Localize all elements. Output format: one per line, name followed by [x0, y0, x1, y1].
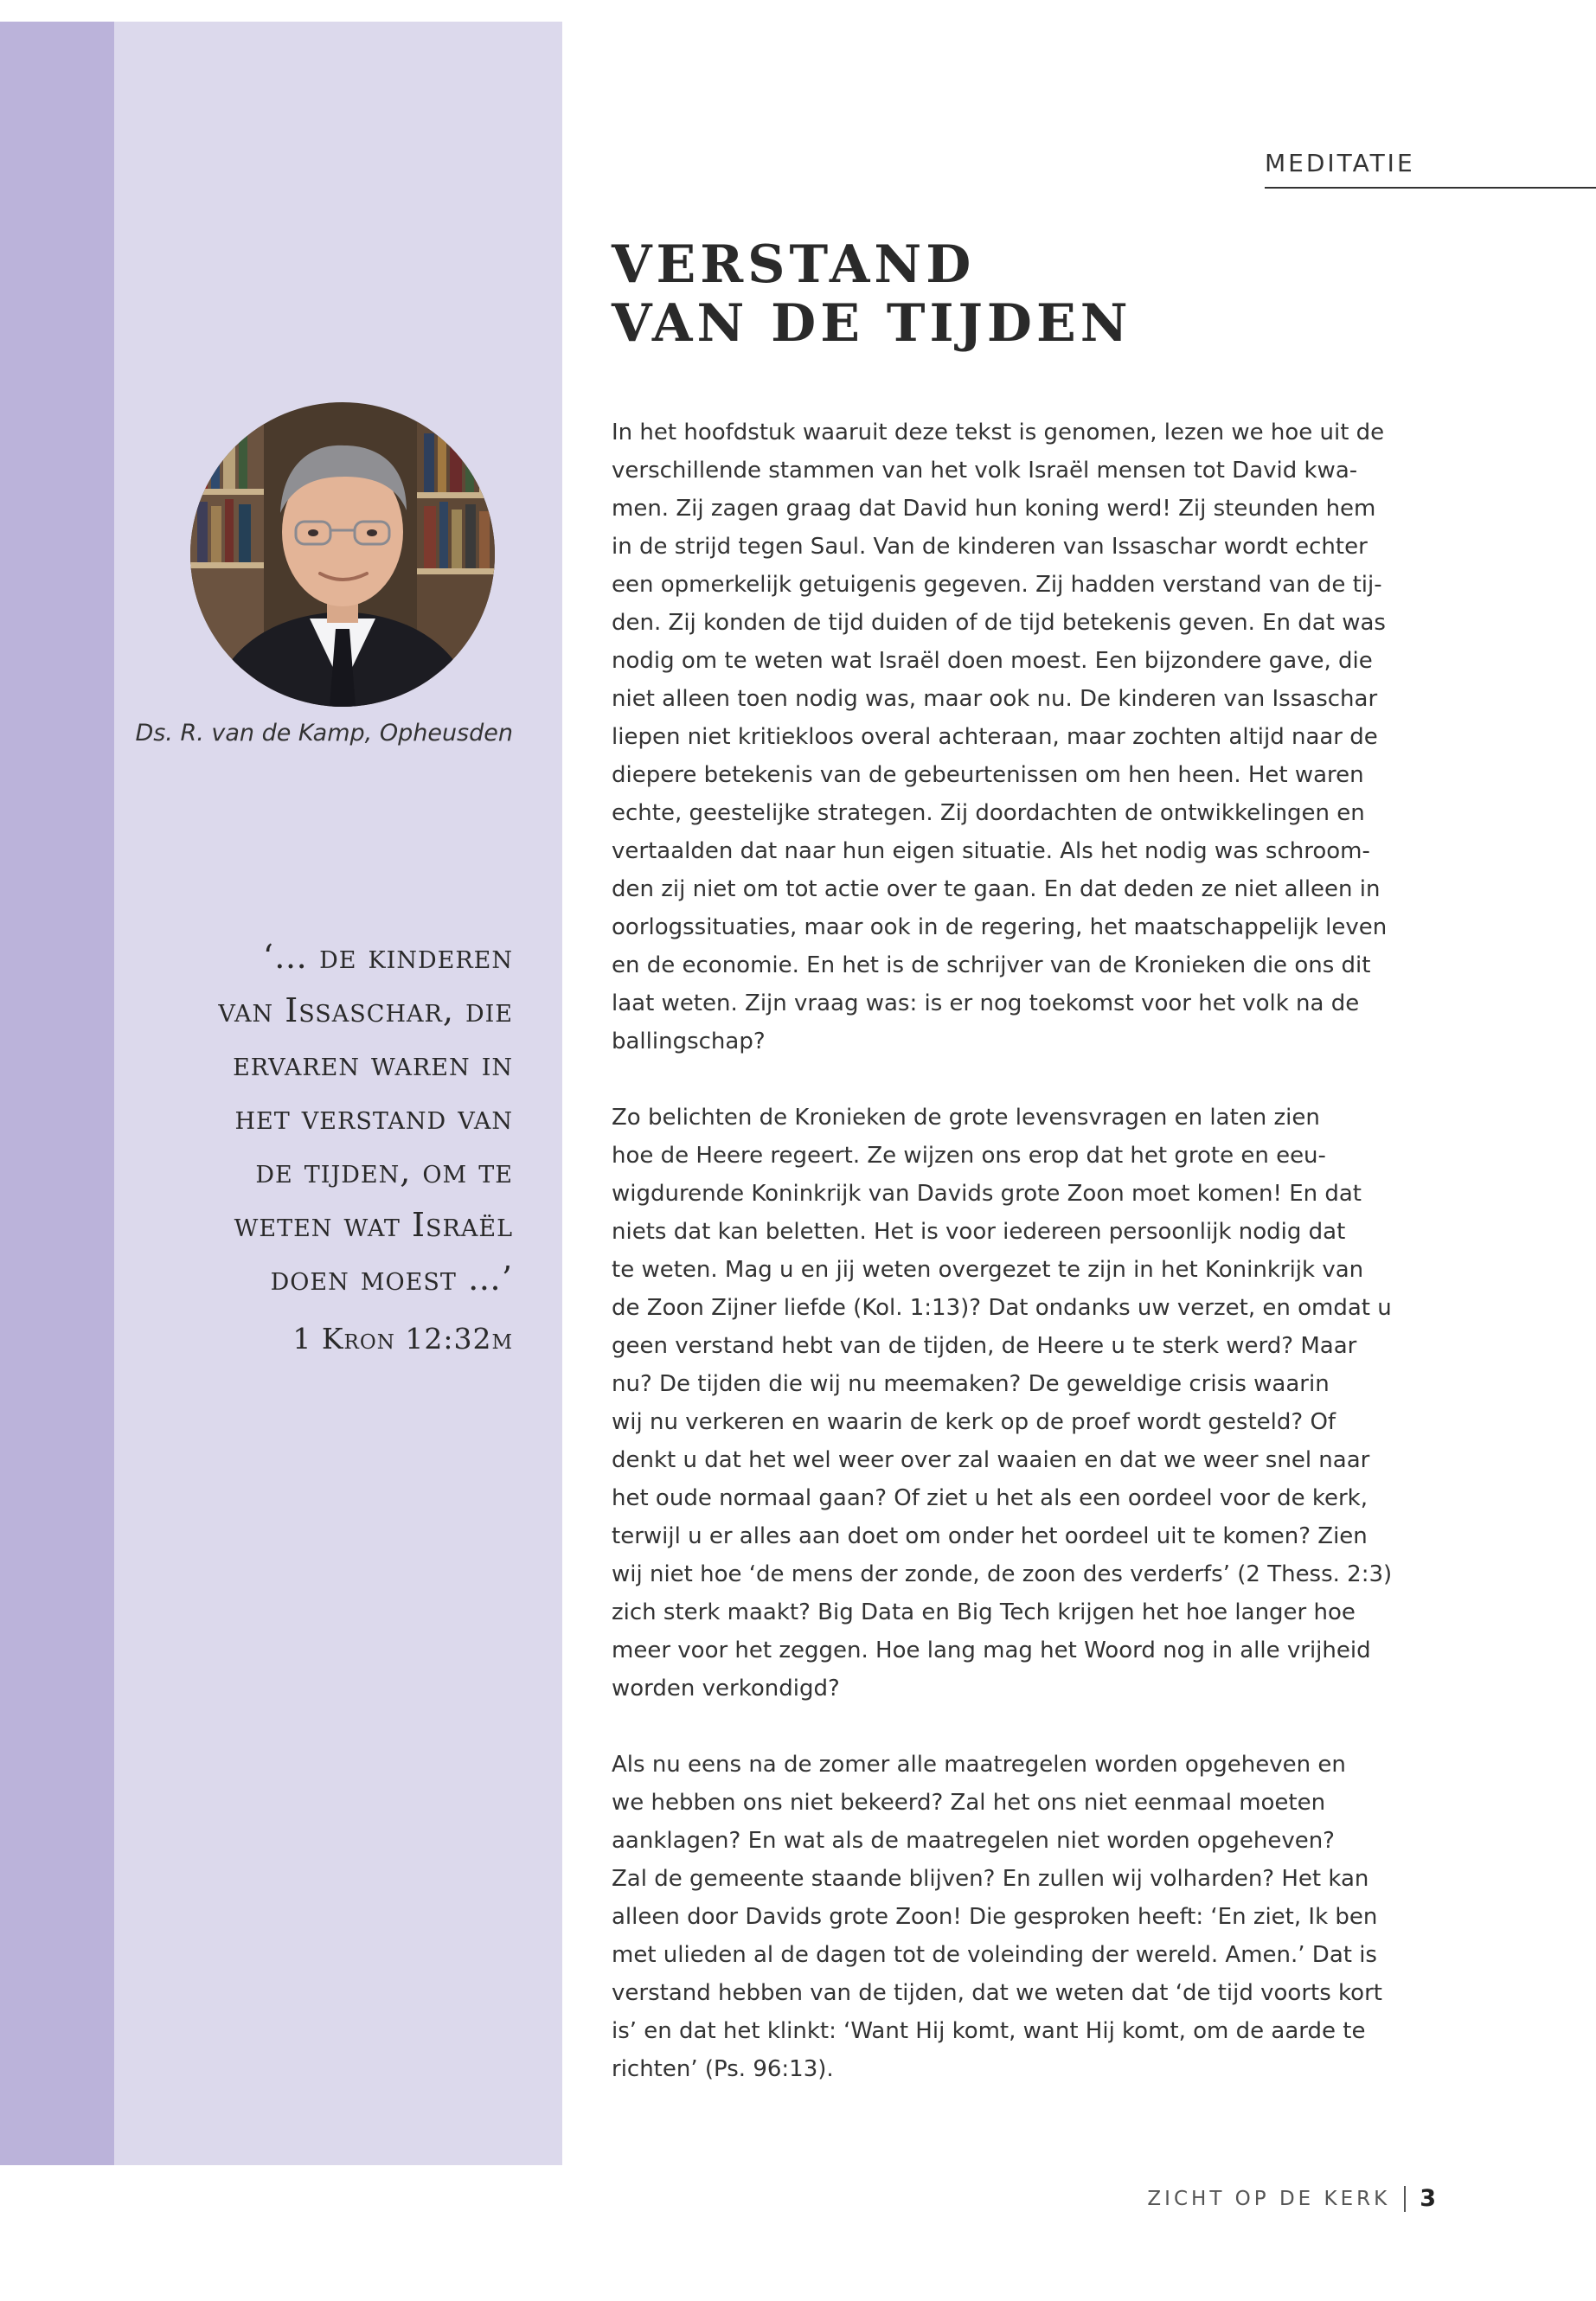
text-line: nu? De tijden die wij nu meemaken? De geweldige crisis waarin: [612, 1371, 1330, 1397]
quote-line: ‘… de kinderen: [262, 938, 513, 976]
text-line: de Zoon Zijner liefde (Kol. 1:13)? Dat ondanks uw verzet, en omdat u: [612, 1295, 1392, 1321]
section-rule: [1265, 187, 1596, 189]
text-line: laat weten. Zijn vraag was: is er nog toekomst voor het volk na de: [612, 990, 1360, 1016]
text-line: het oude normaal gaan? Of ziet u het als een oordeel voor de kerk,: [612, 1485, 1368, 1511]
title-line: VAN DE TIJDEN: [612, 293, 1132, 354]
text-line: diepere betekenis van de gebeurtenissen om hen heen. Het waren: [612, 762, 1364, 788]
title-line: VERSTAND: [612, 234, 976, 295]
text-line: met ulieden al de dagen tot de voleinding der wereld. Amen.’ Dat is: [612, 1942, 1377, 1968]
text-line: nodig om te weten wat Israël doen moest. Een bijzondere gave, die: [612, 648, 1373, 674]
pull-quote: [130, 930, 513, 1305]
quote-reference: 1 Kron 12:32m: [292, 1322, 513, 1356]
text-line: richten’ (Ps. 96:13).: [612, 2056, 834, 2082]
text-line: men. Zij zagen graag dat David hun koning werd! Zij steunden hem: [612, 496, 1376, 522]
quote-line: van Issaschar, die: [218, 991, 513, 1029]
text-line: meer voor het zeggen. Hoe lang mag het Woord nog in alle vrijheid: [612, 1638, 1371, 1663]
text-line: Zal de gemeente staande blijven? En zullen wij volharden? Het kan: [612, 1866, 1369, 1892]
quote-line: weten wat Israël: [234, 1206, 513, 1244]
text-line: geen verstand hebt van de tijden, de Heere u te sterk werd? Maar: [612, 1333, 1357, 1359]
text-line: niets dat kan beletten. Het is voor iedereen persoonlijk nodig dat: [612, 1219, 1346, 1245]
article-title: [612, 235, 1132, 353]
text-line: liepen niet kritiekloos overal achteraan, maar zochten altijd naar de: [612, 724, 1378, 750]
text-line: een opmerkelijk getuigenis gegeven. Zij hadden verstand van de tij-: [612, 572, 1382, 598]
text-line: ballingschap?: [612, 1029, 766, 1054]
text-line: echte, geestelijke strategen. Zij doordachten de ontwikkelingen en: [612, 800, 1365, 826]
author-caption: Ds. R. van de Kamp, Opheusden: [135, 720, 513, 747]
text-line: alleen door Davids grote Zoon! Die gesproken heeft: ‘En ziet, Ik ben: [612, 1904, 1378, 1930]
text-line: oorlogssituaties, maar ook in de regering, het maatschappelijk leven: [612, 914, 1388, 940]
section-label: MEDITATIE: [1265, 149, 1415, 177]
text-line: den. Zij konden de tijd duiden of de tijd betekenis geven. En dat was: [612, 610, 1386, 636]
text-line: is’ en dat het klinkt: ‘Want Hij komt, want Hij komt, om de aarde te: [612, 2018, 1366, 2044]
text-line: wij nu verkeren en waarin de kerk op de proef wordt gesteld? Of: [612, 1409, 1336, 1435]
sidebar-accent-strip: [0, 22, 114, 2165]
paragraph: [612, 1746, 1390, 2088]
text-line: denkt u dat het wel weer over zal waaien en dat we weer snel naar: [612, 1447, 1370, 1473]
footer-divider: [1404, 2186, 1406, 2212]
text-line: Zo belichten de Kronieken de grote levensvragen en laten zien: [612, 1105, 1320, 1131]
quote-line: de tijden, om te: [255, 1152, 513, 1190]
paragraph: [612, 1099, 1393, 1708]
text-line: Als nu eens na de zomer alle maatregelen worden opgeheven en: [612, 1752, 1346, 1778]
text-line: hoe de Heere regeert. Ze wijzen ons erop dat het grote en eeu-: [612, 1143, 1326, 1169]
author-photo: [190, 402, 495, 707]
text-line: we hebben ons niet bekeerd? Zal het ons niet eenmaal moeten: [612, 1790, 1326, 1816]
text-line: te weten. Mag u en jij weten overgezet te zijn in het Koninkrijk van: [612, 1257, 1364, 1283]
text-line: en de economie. En het is de schrijver van de Kronieken die ons dit: [612, 952, 1371, 978]
text-line: verschillende stammen van het volk Israël mensen tot David kwa-: [612, 458, 1358, 484]
text-line: verstand hebben van de tijden, dat we weten dat ‘de tijd voorts kort: [612, 1980, 1382, 2006]
page-number: 3: [1420, 2185, 1436, 2212]
text-line: wigdurende Koninkrijk van Davids grote Zoon moet komen! En dat: [612, 1181, 1362, 1207]
text-line: wij niet hoe ‘de mens der zonde, de zoon des verderfs’ (2 Thess. 2:3): [612, 1561, 1393, 1587]
text-line: in de strijd tegen Saul. Van de kinderen van Issaschar wordt echter: [612, 534, 1368, 560]
text-line: niet alleen toen nodig was, maar ook nu. De kinderen van Issaschar: [612, 686, 1378, 712]
paragraph: [612, 413, 1390, 1061]
text-line: aanklagen? En wat als de maatregelen niet worden opgeheven?: [612, 1828, 1335, 1854]
article-body: [612, 413, 1393, 2088]
text-line: zich sterk maakt? Big Data en Big Tech krijgen het hoe langer hoe: [612, 1599, 1356, 1625]
text-line: terwijl u er alles aan doet om onder het oordeel uit te komen? Zien: [612, 1523, 1368, 1549]
quote-line: ervaren waren in: [233, 1045, 513, 1083]
quote-line: doen moest …’: [270, 1259, 513, 1298]
text-line: den zij niet om tot actie over te gaan. En dat deden ze niet alleen in: [612, 876, 1381, 902]
quote-line: het verstand van: [234, 1099, 513, 1137]
text-line: In het hoofdstuk waaruit deze tekst is genomen, lezen we hoe uit de: [612, 420, 1385, 445]
text-line: vertaalden dat naar hun eigen situatie. Als het nodig was schroom-: [612, 838, 1370, 864]
publication-name: ZICHT OP DE KERK: [1147, 2187, 1391, 2210]
text-line: worden verkondigd?: [612, 1676, 840, 1702]
page-footer: [1147, 2185, 1436, 2212]
